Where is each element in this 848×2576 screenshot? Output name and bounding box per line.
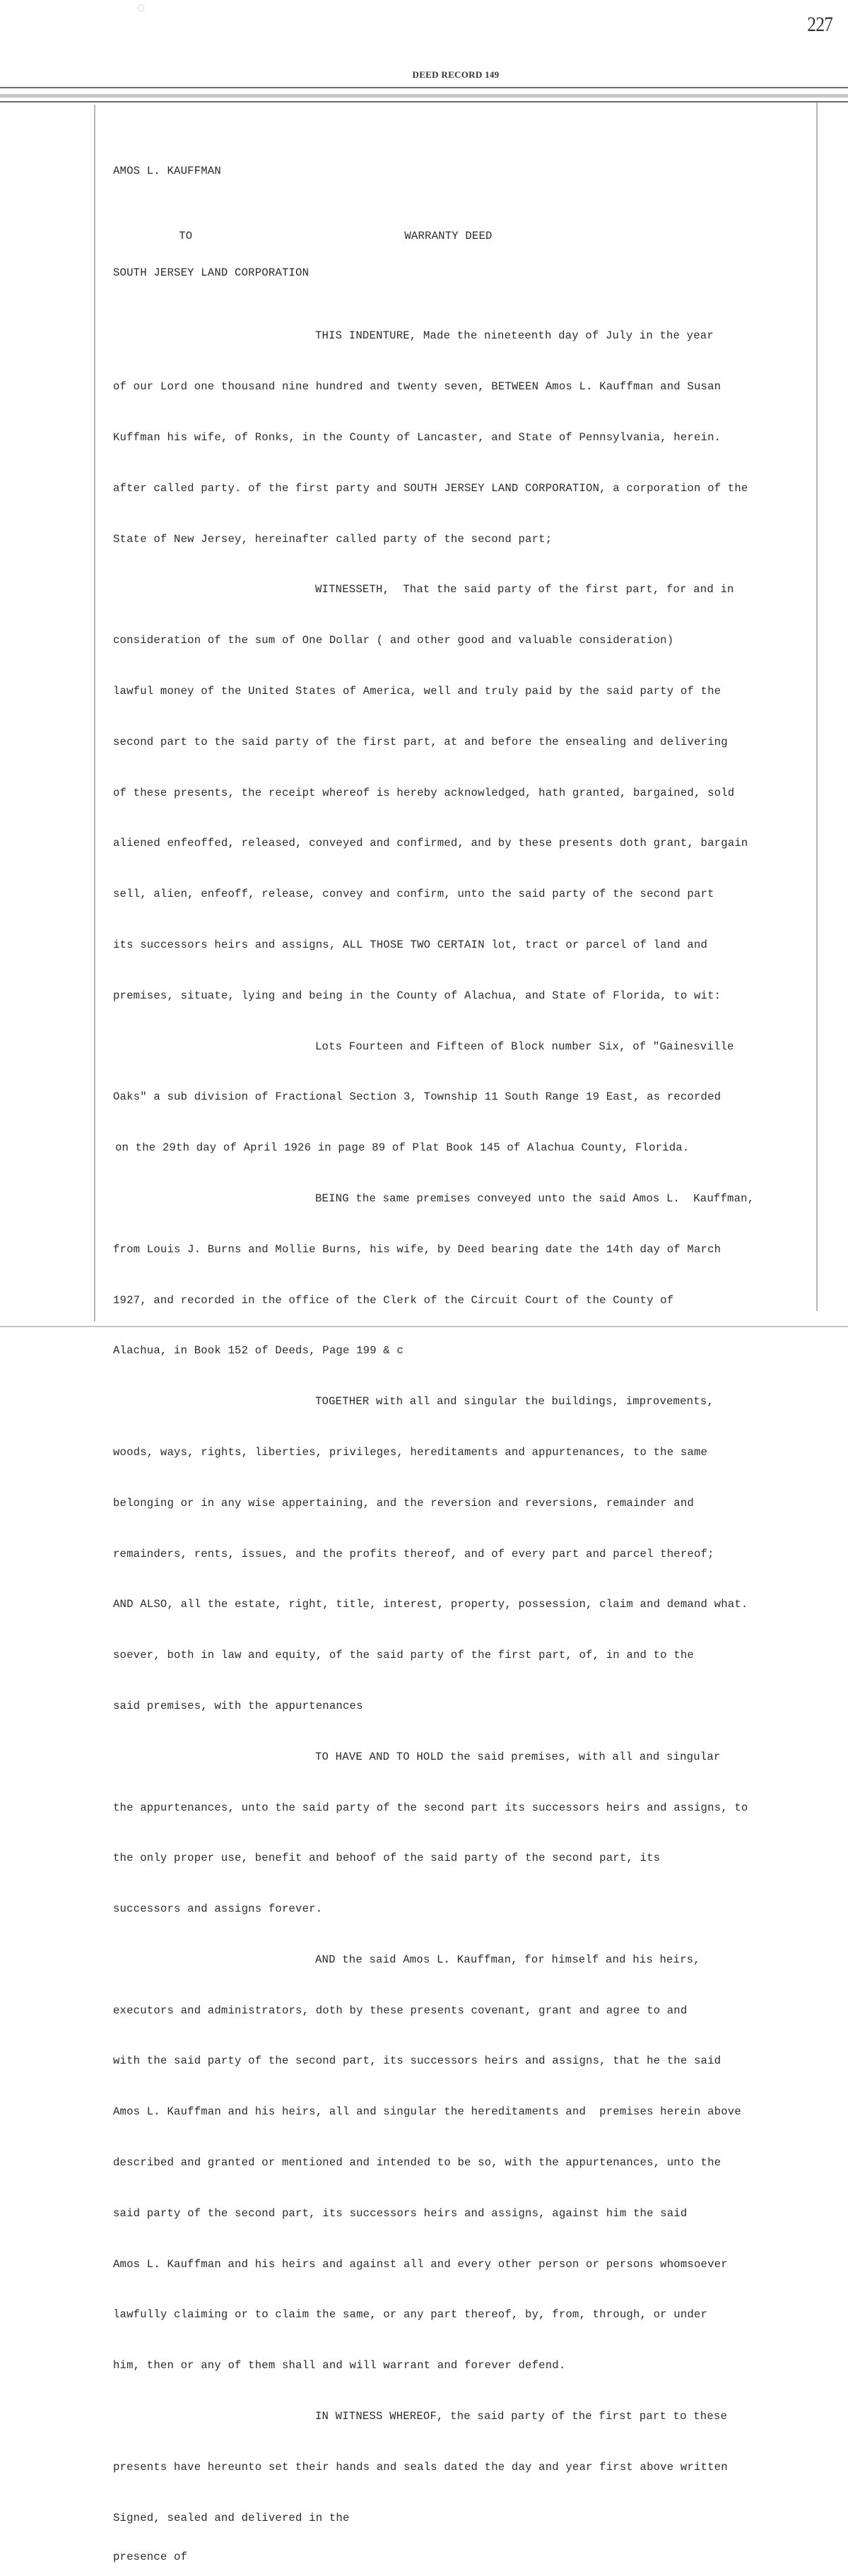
- paragraph-line: successors and assigns forever.: [113, 1902, 323, 1916]
- paragraph-line: belonging or in any wise appertaining, and the reversion and reversions, remainder and: [113, 1496, 694, 1510]
- paragraph-line: AND the said Amos L. Kauffman, for himself and his heirs,: [315, 1953, 700, 1966]
- paragraph-line: lawful money of the United States of America, well and truly paid by the said party of the: [113, 684, 722, 698]
- paragraph-line: said party of the second part, its successors heirs and assigns, against him the said: [113, 2206, 688, 2220]
- header-rule-middle: [0, 94, 848, 98]
- paragraph-line: Amos L. Kauffman and his heirs, all and singular the hereditaments and premises herein above: [113, 2105, 741, 2119]
- paragraph-line: TOGETHER with all and singular the buildings, improvements,: [315, 1395, 714, 1408]
- left-margin-line: [94, 105, 95, 1322]
- paragraph-line: consideration of the sum of One Dollar ( and other good and valuable consideration): [113, 634, 674, 647]
- paragraph-line: said premises, with the appurtenances: [113, 1699, 363, 1712]
- paragraph-line: its successors heirs and assigns, ALL THOSE TWO CERTAIN lot, tract or parcel of land and: [113, 938, 708, 951]
- document-type: WARRANTY DEED: [404, 229, 493, 242]
- paragraph-line: TO HAVE AND TO HOLD the said premises, with all and singular: [315, 1750, 721, 1763]
- paragraph-line: woods, ways, rights, liberties, privileges, hereditaments and appurtenances, to the same: [113, 1445, 708, 1459]
- paragraph-line: after called party. of the first party and SOUTH JERSEY LAND CORPORATION, a corporation of the: [113, 481, 748, 495]
- paragraph-line: described and granted or mentioned and intended to be so, with the appurtenances, unto the: [113, 2156, 722, 2170]
- page-number: 227: [807, 13, 832, 36]
- paragraph-line: soever, both in law and equity, of the said party of the first part, of, in and to the: [113, 1649, 694, 1662]
- page-smudge: [138, 4, 144, 12]
- paragraph-line: presents have hereunto set their hands and seals dated the day and year first above written: [113, 2460, 728, 2474]
- grantor-name: AMOS L. KAUFFMAN: [113, 165, 221, 177]
- signature-line: Signed, sealed and delivered in the: [113, 2511, 350, 2524]
- paragraph-line: Kuffman his wife, of Ronks, in the County of Lancaster, and State of Pennsylvania, herein.: [113, 430, 722, 444]
- paragraph-line: WITNESSETH, That the said party of the first part, for and in: [315, 583, 734, 596]
- paragraph-line: BEING the same premises conveyed unto the said Amos L. Kauffman,: [315, 1192, 755, 1205]
- record-title: DEED RECORD 149: [412, 69, 500, 80]
- grantee-name: SOUTH JERSEY LAND CORPORATION: [113, 266, 310, 279]
- paragraph-line: of our Lord one thousand nine hundred and twenty seven, BETWEEN Amos L. Kauffman and Susan: [113, 380, 722, 394]
- header-rule-bottom: [0, 101, 848, 102]
- paragraph-line: aliened enfeoffed, released, conveyed and confirmed, and by these presents doth grant, bargain: [113, 837, 748, 850]
- deed-title-row: [113, 215, 827, 240]
- paragraph-line: State of New Jersey, hereinafter called party of the second part;: [113, 532, 553, 546]
- paragraph-line: the appurtenances, unto the said party of the second part its successors heirs and assigns, to: [113, 1801, 748, 1814]
- paragraph-line: lawfully claiming or to claim the same, or any part thereof, by, from, through, or under: [113, 2308, 708, 2322]
- paragraph-line: 1927, and recorded in the office of the Clerk of the Circuit Court of the County of: [113, 1293, 674, 1307]
- paragraph-line: remainders, rents, issues, and the profits thereof, and of every part and parcel thereof;: [113, 1547, 714, 1560]
- paragraph-line: Oaks" a sub division of Fractional Section 3, Township 11 South Range 19 East, as recorded: [113, 1090, 722, 1104]
- paragraph-line: IN WITNESS WHEREOF, the said party of the first part to these: [315, 2410, 728, 2423]
- paragraph-line: executors and administrators, doth by these presents covenant, grant and agree to and: [113, 2004, 688, 2017]
- signature-line: presence of: [113, 2550, 188, 2563]
- paragraph-line: Amos L. Kauffman and his heirs and against all and every other person or persons whomsoever: [113, 2257, 728, 2271]
- paragraph-line: him, then or any of them shall and will warrant and forever defend.: [113, 2359, 566, 2372]
- header-rule-top: [0, 87, 848, 88]
- paragraph-line: sell, alien, enfeoff, release, convey and confirm, unto the said party of the second part: [113, 888, 714, 901]
- paragraph-line: THIS INDENTURE, Made the nineteenth day of July in the year: [315, 329, 714, 343]
- paragraph-line: with the said party of the second part, its successors heirs and assigns, that he the said: [113, 2054, 722, 2068]
- paragraph-line: the only proper use, benefit and behoof of the said party of the second part, its: [113, 1852, 661, 1865]
- paragraph-line: of these presents, the receipt whereof is hereby acknowledged, hath granted, bargained, sold: [113, 786, 735, 799]
- paragraph-line: on the 29th day of April 1926 in page 89 of Plat Book 145 of Alachua County, Florida.: [115, 1141, 690, 1155]
- paragraph-line: AND ALSO, all the estate, right, title, interest, property, possession, claim and demand what.: [113, 1598, 748, 1611]
- paragraph-line: Lots Fourteen and Fifteen of Block number Six, of "Gainesville: [315, 1040, 734, 1053]
- deed-body: [113, 139, 827, 2576]
- to-label: TO: [179, 229, 193, 242]
- paragraph-line: second part to the said party of the first part, at and before the ensealing and delivering: [113, 735, 728, 748]
- paragraph-line: Alachua, in Book 152 of Deeds, Page 199 & c: [113, 1344, 404, 1358]
- paragraph-line: from Louis J. Burns and Mollie Burns, his wife, by Deed bearing date the 14th day of March: [113, 1242, 722, 1256]
- paragraph-line: premises, situate, lying and being in the County of Alachua, and State of Florida, to wit:: [113, 989, 722, 1002]
